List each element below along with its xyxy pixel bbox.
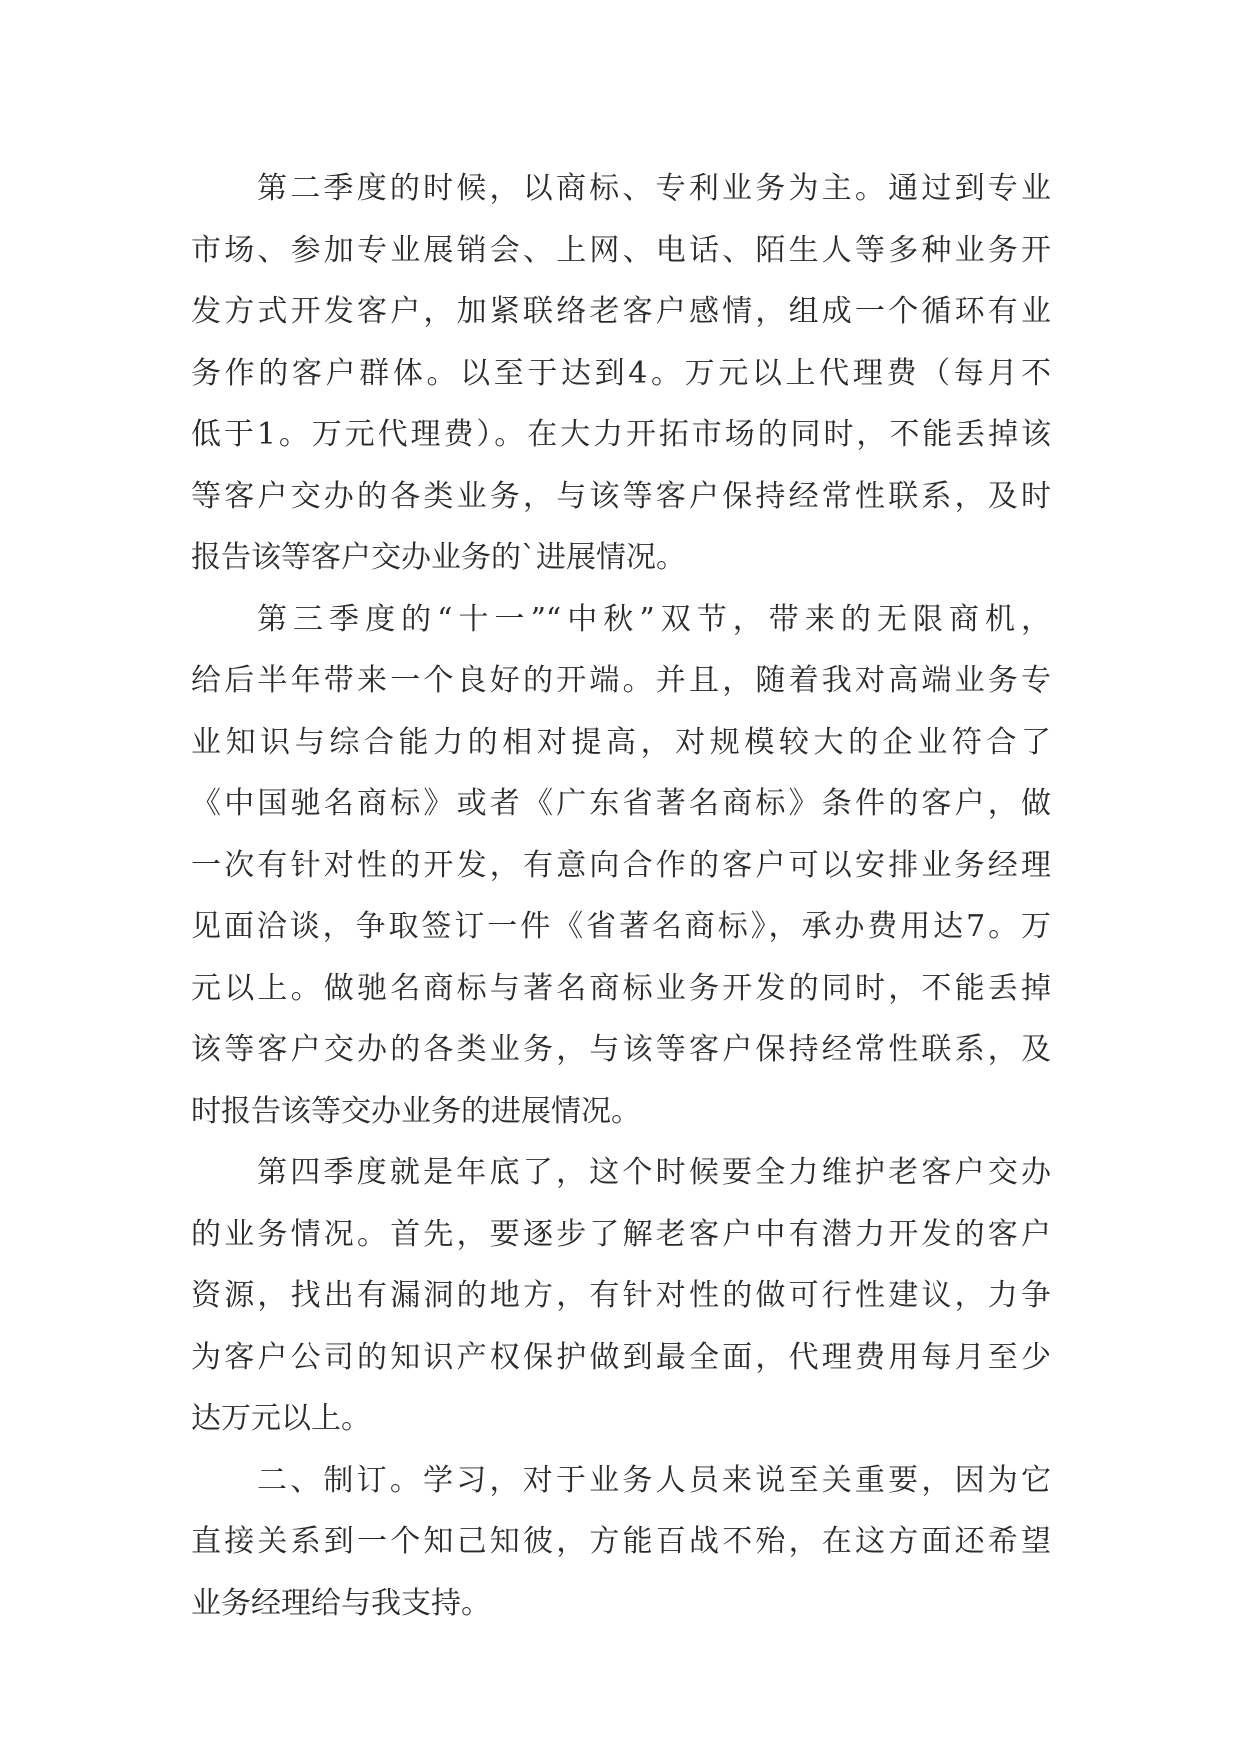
text-line: 发方式开发客户，加紧联络老客户感情，组成一个循环有业 (191, 294, 1051, 329)
text-line: 务作的客户群体。以至于达到4。万元以上代理费（每月不 (191, 355, 1051, 391)
text-line: 的业务情况。首先，要逐步了解老客户中有潜力开发的客户 (191, 1216, 1051, 1252)
paragraph-q2 (191, 158, 1051, 589)
text-line: 时报告该等交办业务的进展情况。 (191, 1093, 641, 1129)
text-line: 低于1。万元代理费）。在大力开拓市场的同时，不能丢掉该 (191, 417, 1051, 452)
text-line: 给后半年带来一个良好的开端。并且，随着我对高端业务专 (191, 663, 1051, 698)
text-line: 资源，找出有漏洞的地方，有针对性的做可行性建议，力争 (191, 1278, 1051, 1313)
text-line: 第三季度的“十一”“中秋”双节，带来的无限商机， (257, 601, 1051, 637)
text-line: 业知识与综合能力的相对提高，对规模较大的企业符合了 (191, 724, 1051, 760)
text-line: 达万元以上。 (191, 1401, 371, 1436)
text-line: 业务经理给与我支持。 (191, 1585, 491, 1621)
paragraph-q3 (191, 589, 1051, 1143)
text-line: 直接关系到一个知己知彼，方能百战不殆，在这方面还希望 (191, 1524, 1051, 1559)
text-line: 《中国驰名商标》或者《广东省著名商标》条件的客户，做 (191, 786, 1051, 821)
text-line: 为客户公司的知识产权保护做到最全面，代理费用每月至少 (191, 1339, 1051, 1375)
text-line: 一次有针对性的开发，有意向合作的客户可以安排业务经理 (191, 847, 1051, 883)
text-line: 第二季度的时候，以商标、专利业务为主。通过到专业 (257, 171, 1051, 206)
text-line: 报告该等客户交办业务的`进展情况。 (191, 540, 686, 575)
paragraph-q4 (191, 1142, 1051, 1450)
text-line: 见面洽谈，争取签订一件《省著名商标》，承办费用达7。万 (191, 909, 1051, 944)
text-line: 等客户交办的各类业务，与该等客户保持经常性联系，及时 (191, 478, 1051, 514)
document-body (191, 158, 1051, 1634)
text-line: 第四季度就是年底了，这个时候要全力维护老客户交办 (257, 1155, 1051, 1190)
text-line: 该等客户交办的各类业务，与该等客户保持经常性联系，及 (191, 1032, 1051, 1067)
text-line: 市场、参加专业展销会、上网、电话、陌生人等多种业务开 (191, 232, 1051, 268)
paragraph-study (191, 1450, 1051, 1635)
text-line: 元以上。做驰名商标与著名商标业务开发的同时，不能丢掉 (191, 970, 1051, 1006)
text-line: 二、制订。学习，对于业务人员来说至关重要，因为它 (257, 1462, 1051, 1498)
